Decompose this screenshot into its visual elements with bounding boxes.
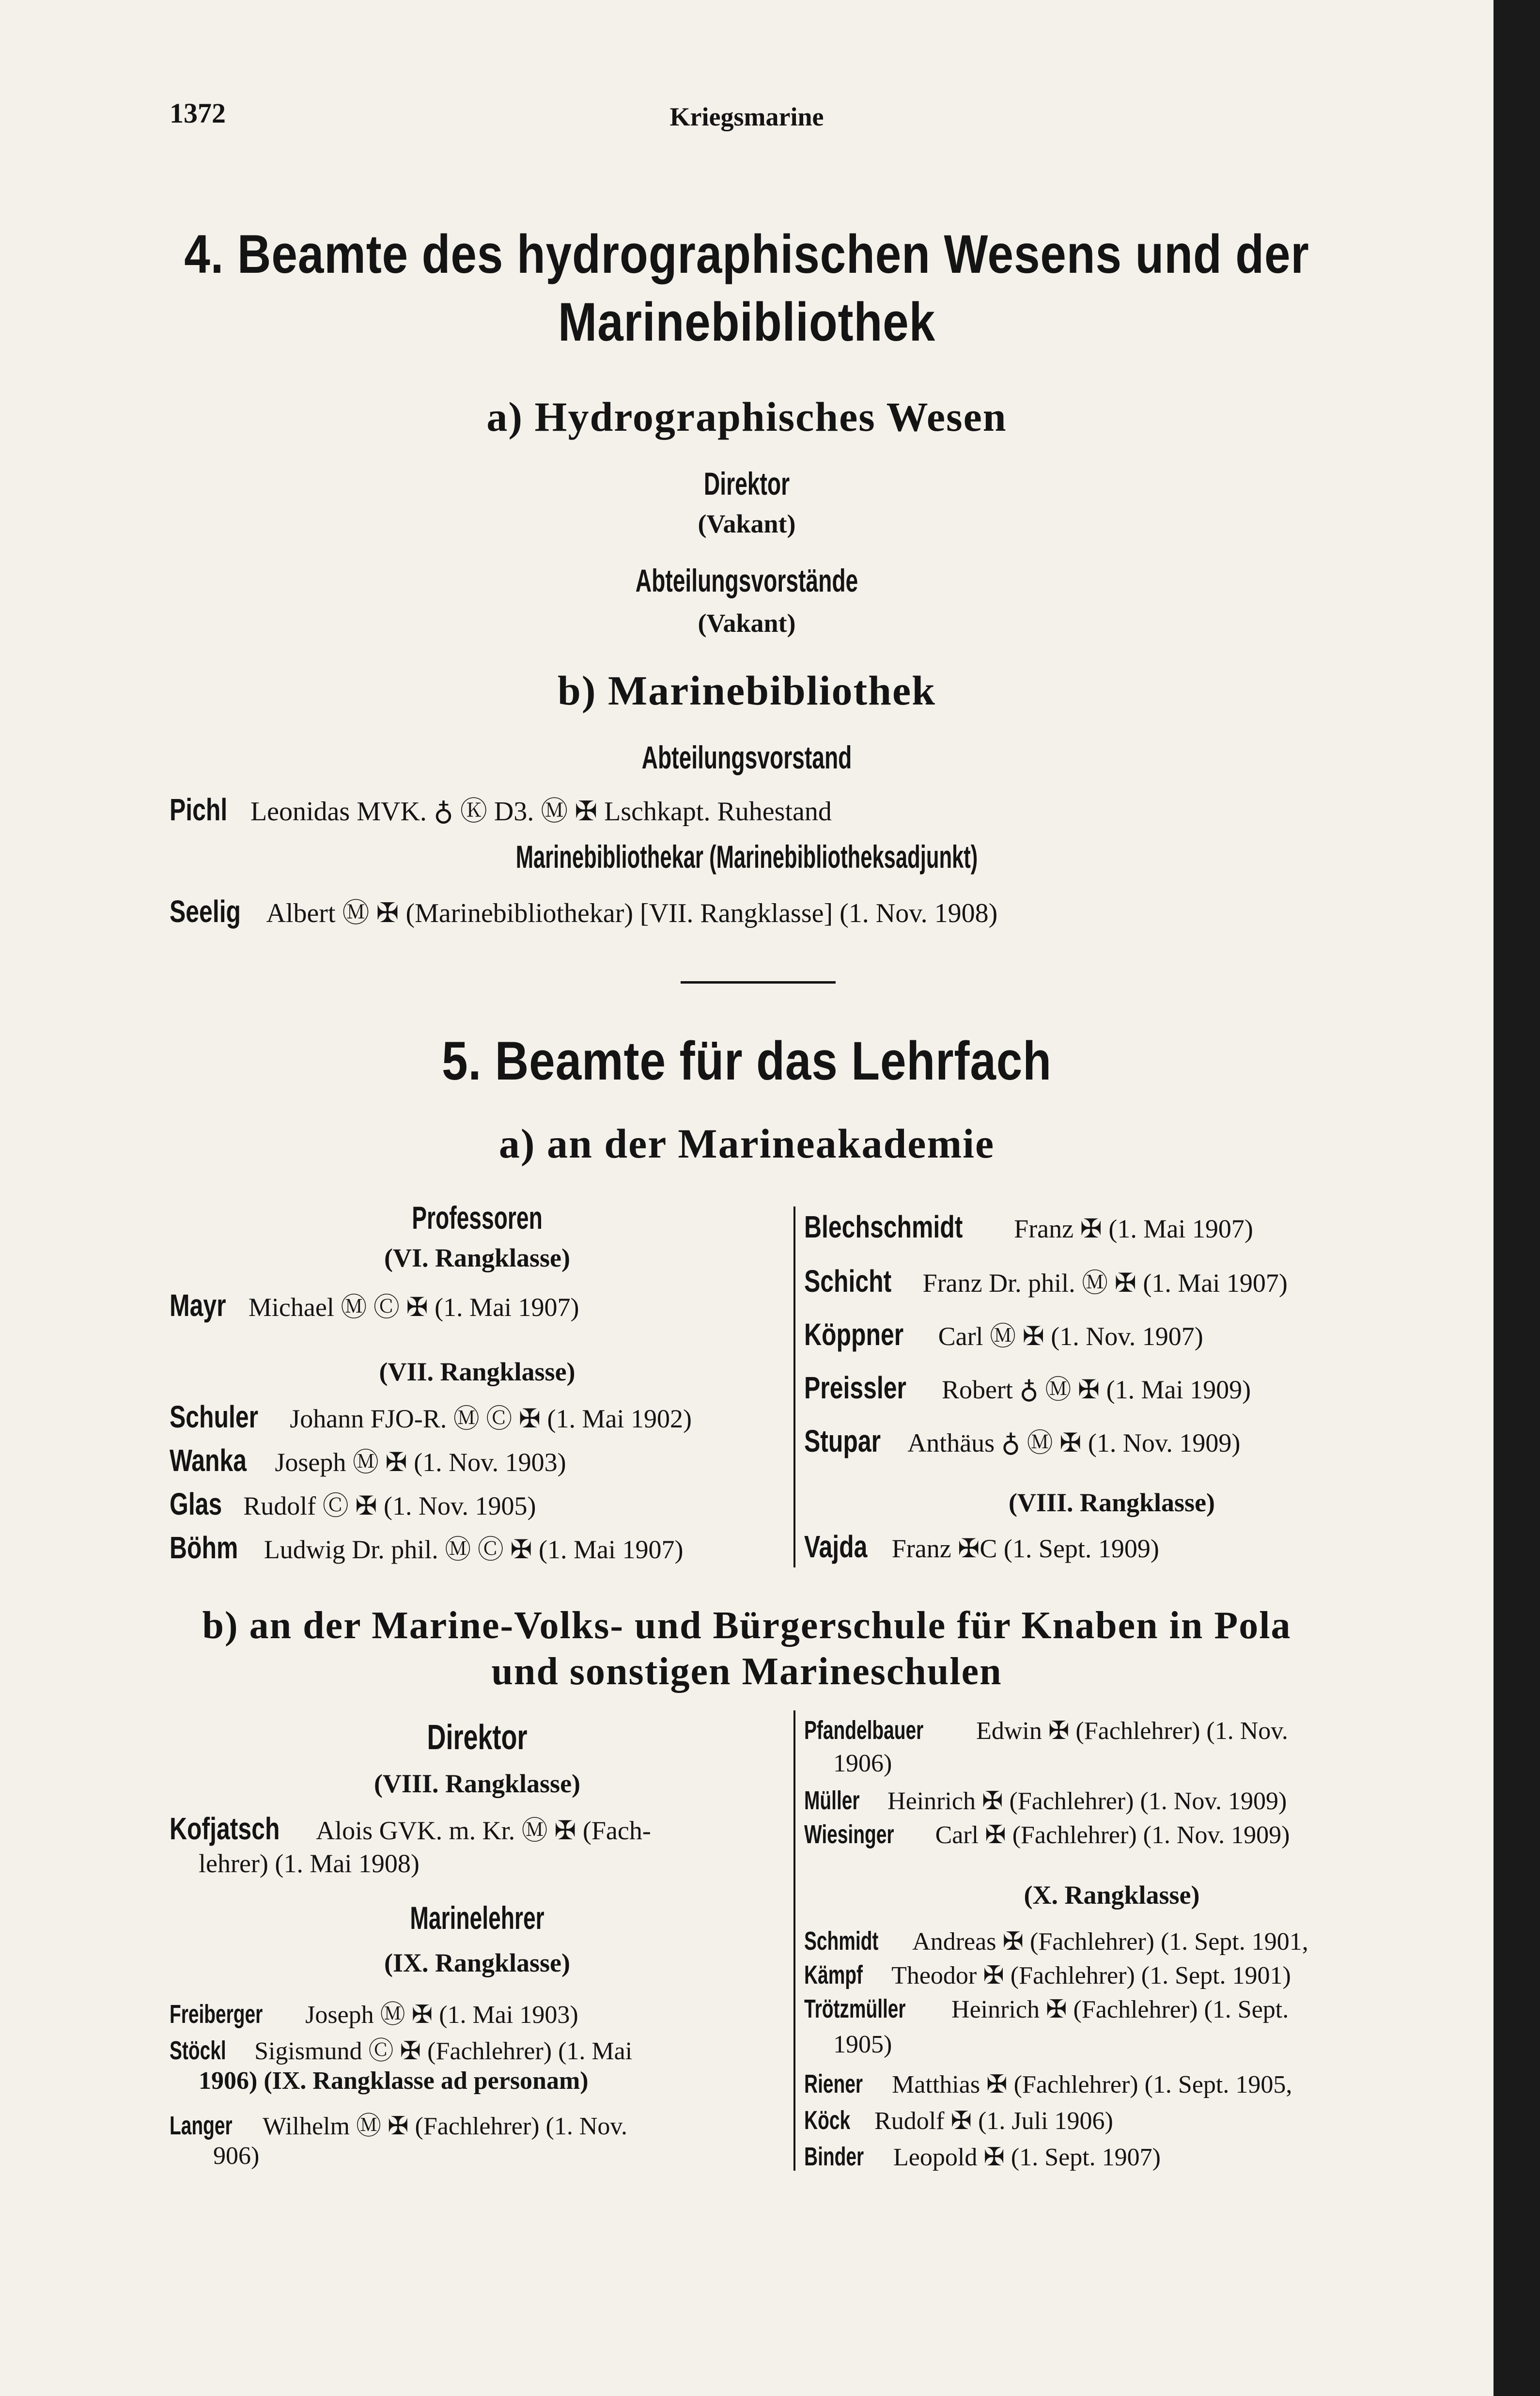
column-rule: [793, 1206, 795, 1567]
entry-schicht: [804, 1262, 1288, 1300]
entry-mueller: [804, 1785, 1287, 1816]
entry-koeck: [804, 2105, 1113, 2135]
section5-title: 5. Beamte für das Lehrfach: [442, 1031, 1052, 1091]
entry-details: Anthäus ♁ Ⓜ ✠ (1. Nov. 1909): [907, 1428, 1241, 1457]
b-rank-viii-label: (VIII. Rangklasse): [373, 1769, 581, 1798]
vorstaende-value: (Vakant): [698, 609, 796, 638]
entry-kofjatsch: [170, 1810, 651, 1847]
entry-name: Langer: [170, 2111, 233, 2140]
marinelehrer-label: Marinelehrer: [410, 1900, 544, 1936]
entry-name: Köppner: [804, 1317, 904, 1352]
entry-boehm: [170, 1529, 684, 1566]
section5-b-heading-line1: b) an der Marine-Volks- und Bürgerschule für Knaben in Pola: [202, 1604, 1291, 1647]
entry-riener: [804, 2069, 1292, 2099]
entry-kofjatsch-cont: lehrer) (1. Mai 1908): [199, 1849, 420, 1878]
scan-edge: [1493, 0, 1540, 2396]
b-direktor-label: Direktor: [427, 1718, 528, 1757]
entry-name: Glas: [170, 1487, 222, 1521]
entry-blechschmidt: [804, 1209, 1253, 1245]
entry-details: Franz ✠C (1. Sept. 1909): [891, 1534, 1159, 1563]
section4-title-line1: 4. Beamte des hydrographischen Wesens und der: [184, 224, 1309, 284]
entry-details: Theodor ✠ (Fachlehrer) (1. Sept. 1901): [891, 1962, 1291, 1989]
running-title: Kriegsmarine: [669, 102, 824, 131]
entry-details: Wilhelm Ⓜ ✠ (Fachlehrer) (1. Nov.: [263, 2113, 627, 2140]
entry-name: Köck: [804, 2106, 851, 2135]
entry-kaempf: [804, 1960, 1291, 1990]
entry-schuler: [170, 1398, 692, 1435]
rank-vii-label: (VII. Rangklasse): [379, 1357, 576, 1386]
entry-details: Heinrich ✠ (Fachlehrer) (1. Sept.: [951, 1996, 1289, 2023]
direktor-label: Direktor: [703, 466, 790, 501]
entry-name: Trötzmüller: [804, 1994, 906, 2023]
entry-name: Kämpf: [804, 1960, 863, 1989]
entry-troetzmueller-cont: 1905): [833, 2031, 892, 2058]
page-number: 1372: [170, 97, 226, 129]
entry-details: Matthias ✠ (Fachlehrer) (1. Sept. 1905,: [892, 2071, 1292, 2098]
rank-viii-label: (VIII. Rangklasse): [1008, 1488, 1215, 1517]
entry-name: Pichl: [170, 792, 228, 827]
entry-name: Freiberger: [170, 2000, 263, 2029]
entry-details: Carl ✠ (Fachlehrer) (1. Nov. 1909): [935, 1821, 1290, 1849]
section5-a-heading: a) an der Marineakademie: [498, 1120, 995, 1167]
entry-details: Franz Dr. phil. Ⓜ ✠ (1. Mai 1907): [922, 1268, 1288, 1298]
entry-details: Michael Ⓜ Ⓒ ✠ (1. Mai 1907): [248, 1293, 579, 1322]
b-rank-x-label: (X. Rangklasse): [1024, 1880, 1200, 1910]
entry-details: Carl Ⓜ ✠ (1. Nov. 1907): [938, 1322, 1203, 1351]
entry-details: Albert Ⓜ ✠ (Marinebibliothekar) [VII. Rangklasse] (1. Nov. 1908): [266, 898, 998, 928]
entry-details: Sigismund Ⓒ ✠ (Fachlehrer) (1. Mai: [254, 2037, 633, 2065]
entry-details: Leopold ✠ (1. Sept. 1907): [893, 2144, 1161, 2171]
entry-name: Vajda: [804, 1529, 868, 1564]
section4-b-heading: b) Marinebibliothek: [557, 667, 936, 714]
entry-pichl: [170, 790, 832, 829]
entry-name: Schmidt: [804, 1926, 879, 1956]
entry-pfandelbauer-cont: 1906): [833, 1750, 892, 1777]
entry-name: Stöckl: [170, 2036, 226, 2065]
entry-langer: [170, 2105, 627, 2142]
rank-vi-label: (VI. Rangklasse): [384, 1243, 571, 1272]
entry-seelig: [170, 892, 997, 930]
entry-vajda: [804, 1529, 1159, 1565]
entry-wiesinger: [804, 1819, 1290, 1849]
entry-name: Stupar: [804, 1424, 881, 1458]
entry-details: Alois GVK. m. Kr. Ⓜ ✠ (Fach-: [316, 1816, 651, 1845]
entry-name: Müller: [804, 1786, 860, 1815]
entry-details: Rudolf Ⓒ ✠ (1. Nov. 1905): [243, 1491, 536, 1520]
entry-name: Kofjatsch: [170, 1811, 280, 1846]
entry-name: Blechschmidt: [804, 1209, 963, 1244]
entry-name: Seelig: [170, 894, 241, 929]
entry-stoeckl-cont: 1906) (IX. Rangklasse ad personam): [199, 2067, 589, 2095]
section4-a-heading: a) Hydrographisches Wesen: [486, 393, 1007, 440]
entry-name: Preissler: [804, 1370, 906, 1405]
bibliothekar-label: Marinebibliothekar (Marinebibliotheksadjunkt): [515, 839, 978, 875]
entry-wanka: [170, 1441, 566, 1479]
vorstaende-label: Abteilungsvorstände: [635, 563, 858, 598]
entry-details: Rudolf ✠ (1. Juli 1906): [874, 2107, 1113, 2135]
entry-details: Joseph Ⓜ ✠ (1. Nov. 1903): [275, 1448, 566, 1477]
b-rank-ix-label: (IX. Rangklasse): [384, 1948, 571, 1977]
column-rule: [793, 1710, 795, 2171]
entry-schmidt: [804, 1926, 1308, 1956]
entry-freiberger: [170, 1994, 578, 2030]
entry-name: Schicht: [804, 1264, 892, 1299]
entry-details: Franz ✠ (1. Mai 1907): [1014, 1214, 1253, 1243]
entry-name: Schuler: [170, 1399, 259, 1434]
entry-details: Johann FJO-R. Ⓜ Ⓒ ✠ (1. Mai 1902): [290, 1404, 692, 1433]
entry-details: Robert ♁ Ⓜ ✠ (1. Mai 1909): [941, 1375, 1251, 1404]
entry-name: Wanka: [170, 1443, 247, 1478]
section-divider: [681, 981, 836, 984]
entry-name: Pfandelbauer: [804, 1716, 924, 1745]
entry-troetzmueller: [804, 1994, 1289, 2024]
entry-details: Leonidas MVK. ♁ Ⓚ D3. Ⓜ ✠ Lschkapt. Ruhestand: [250, 797, 832, 827]
entry-name: Böhm: [170, 1530, 238, 1565]
entry-details: Heinrich ✠ (Fachlehrer) (1. Nov. 1909): [887, 1787, 1287, 1815]
entry-mayr: [170, 1286, 579, 1324]
entry-name: Riener: [804, 2069, 863, 2098]
entry-details: Edwin ✠ (Fachlehrer) (1. Nov.: [976, 1717, 1288, 1745]
professoren-label: Professoren: [412, 1200, 543, 1236]
entry-stupar: [804, 1422, 1240, 1459]
entry-pfandelbauer: [804, 1715, 1288, 1745]
section4-title-line2: Marinebibliothek: [558, 292, 936, 352]
entry-details: Joseph Ⓜ ✠ (1. Mai 1903): [305, 2001, 578, 2029]
entry-glas: [170, 1485, 536, 1522]
entry-details: Ludwig Dr. phil. Ⓜ Ⓒ ✠ (1. Mai 1907): [264, 1535, 684, 1564]
entry-name: Binder: [804, 2142, 864, 2171]
entry-name: Mayr: [170, 1288, 226, 1323]
entry-details: Andreas ✠ (Fachlehrer) (1. Sept. 1901,: [912, 1928, 1308, 1956]
entry-stoeckl: [170, 2030, 632, 2067]
entry-name: Wiesinger: [804, 1820, 894, 1849]
section5-b-heading-line2: und sonstigen Marineschulen: [491, 1650, 1002, 1693]
abteilungsvorstand-label: Abteilungsvorstand: [641, 739, 852, 775]
entry-langer-cont: 906): [213, 2142, 260, 2170]
direktor-value: (Vakant): [698, 509, 796, 538]
entry-koeppner: [804, 1315, 1203, 1353]
entry-binder: [804, 2142, 1161, 2172]
entry-preissler: [804, 1369, 1251, 1406]
